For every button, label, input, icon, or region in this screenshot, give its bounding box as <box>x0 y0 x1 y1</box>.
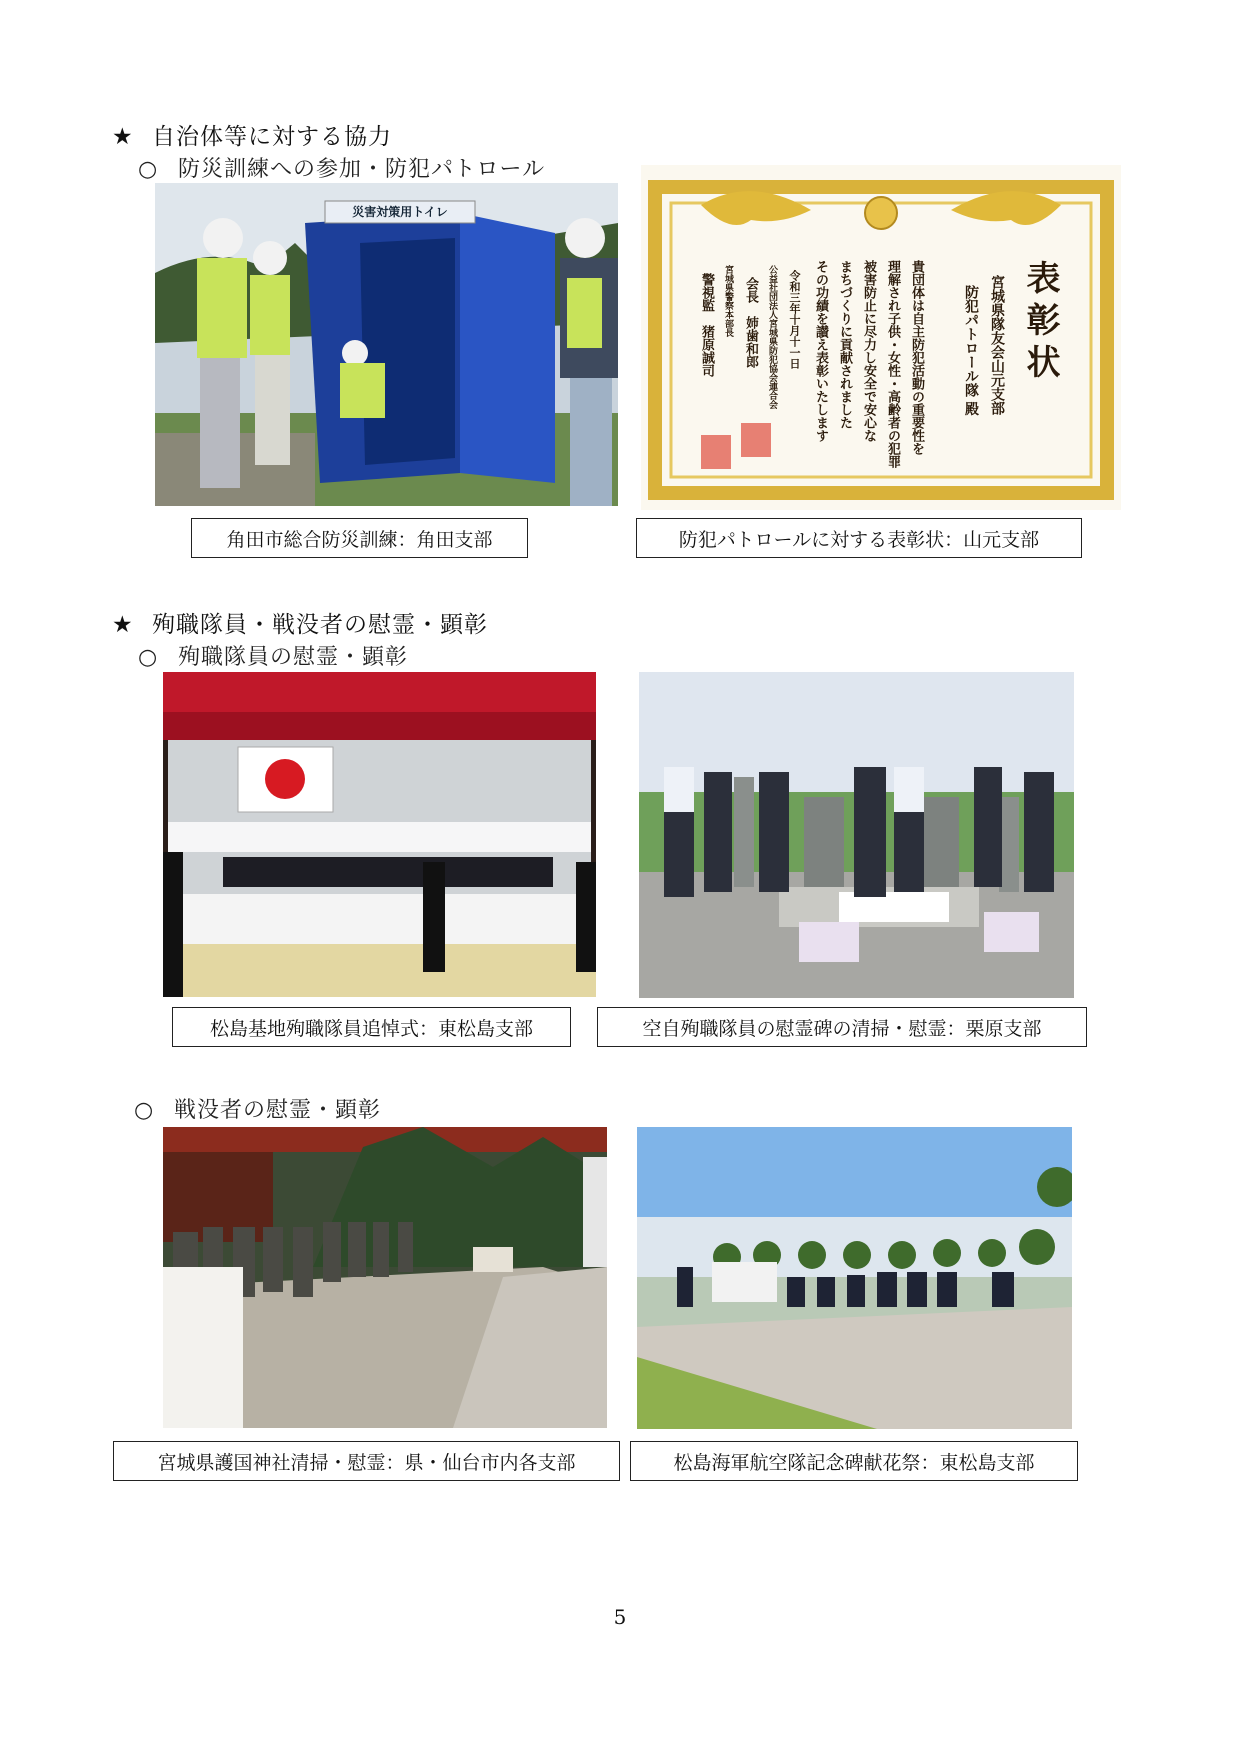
certificate-recipient <box>961 275 1007 416</box>
certificate-issuer-line-3: 宮城県警察本部長 <box>723 265 733 337</box>
subsection-title-2-1: ○ 殉職隊員の慰霊・顕彰 <box>138 645 409 670</box>
caption-disaster-drill: 角田市総合防災訓練：角田支部 <box>191 518 528 558</box>
circle-icon: ○ <box>138 157 159 182</box>
certificate-recipient-line-1: 宮城県隊友会山元支部 <box>989 275 1005 415</box>
certificate-body <box>811 260 926 468</box>
caption-naval-memorial: 松島海軍航空隊記念碑献花祭：東松島支部 <box>630 1441 1078 1481</box>
subsection-title-1-1: ○ 防災訓練への参加・防犯パトロール <box>138 157 546 182</box>
caption-monument-cleaning: 空自殉職隊員の慰霊碑の清掃・慰霊：栗原支部 <box>597 1007 1087 1047</box>
section-heading-1: ★ 自治体等に対する協力 <box>112 124 392 150</box>
subsection-title-2-2: ○ 戦没者の慰霊・顕彰 <box>134 1098 382 1123</box>
certificate-date: 令和三年十月十一日 <box>788 270 801 369</box>
star-icon: ★ <box>112 124 134 150</box>
certificate-issuer-line-2: 会長 姉歯和郎 <box>743 277 758 368</box>
certificate-recipient-line-2: 防犯パトロール隊 殿 <box>963 285 979 416</box>
certificate-title: 表彰状 <box>1020 260 1060 386</box>
caption-shrine-cleaning: 宮城県護国神社清掃・慰霊：県・仙台市内各支部 <box>113 1441 620 1481</box>
photo-memorial-ceremony <box>163 672 596 997</box>
photo-disaster-drill <box>155 183 618 506</box>
star-icon: ★ <box>112 612 134 638</box>
page-number: 5 <box>613 1605 627 1629</box>
circle-icon: ○ <box>134 1098 155 1123</box>
section-heading-2: ★ 殉職隊員・戦没者の慰霊・顕彰 <box>112 612 488 638</box>
photo-naval-memorial <box>637 1127 1072 1429</box>
booth-sign-label: 災害対策用トイレ <box>352 205 448 219</box>
photo-monument-group <box>639 672 1074 998</box>
certificate-body-line-1: 貴団体は自主防犯活動の重要性を <box>909 260 924 455</box>
certificate-issuer-line-4: 警視監 猪原誠司 <box>699 273 714 377</box>
photo-shrine-cleaning <box>163 1127 607 1428</box>
circle-icon: ○ <box>138 645 159 670</box>
caption-memorial-ceremony: 松島基地殉職隊員追悼式：東松島支部 <box>172 1007 571 1047</box>
photo-certificate <box>641 165 1121 510</box>
certificate-issuer <box>697 265 779 409</box>
certificate-body-line-2: 理解され子供・女性・高齢者の犯罪 <box>885 260 900 468</box>
certificate-issuer-line-1: 公益社団法人宮城県防犯協会連合会 <box>767 265 777 409</box>
certificate-body-line-3: 被害防止に尽力し安全で安心な <box>861 260 876 442</box>
caption-certificate: 防犯パトロールに対する表彰状：山元支部 <box>636 518 1082 558</box>
certificate-body-line-5: その功績を讃え表彰いたします <box>813 260 828 442</box>
certificate-body-line-4: まちづくりに貢献されました <box>837 260 852 429</box>
